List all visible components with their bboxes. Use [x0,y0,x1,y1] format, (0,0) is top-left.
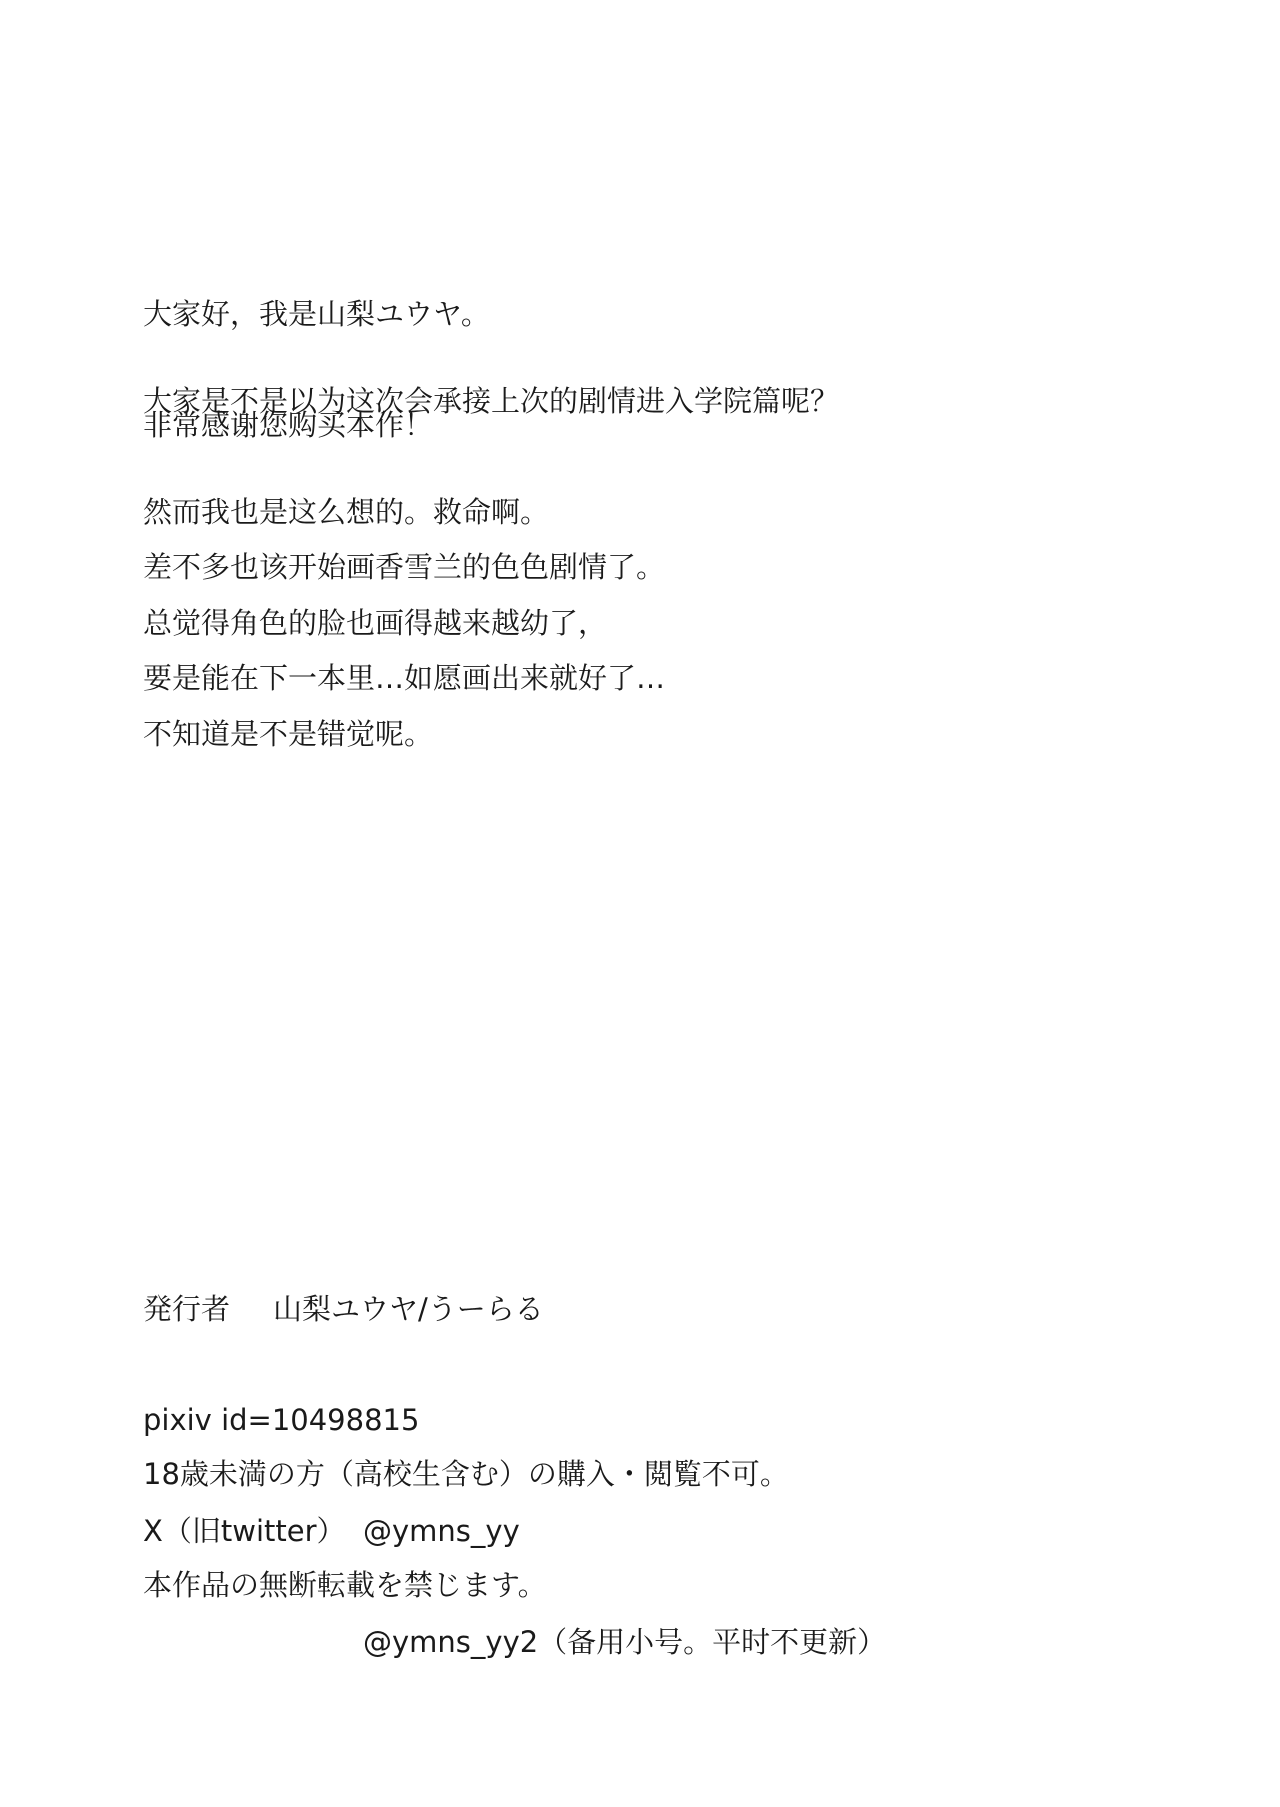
afterword-line: 大家是不是以为这次会承接上次的剧情进入学院篇呢？ [143,384,840,418]
afterword-line: 非常感谢您购买本作！ [143,408,434,442]
x-label: X（旧twitter） [143,1514,346,1548]
x-account-sub: @ymns_yy2（备用小号。平时不更新） [363,1625,887,1659]
x-account-main: @ymns_yy [363,1514,520,1548]
afterword-line: 然而我也是这么想的。救命啊。 [143,495,550,529]
afterword-paragraph-3 [143,475,665,771]
publisher-label: 発行者 [143,1292,231,1326]
afterword-line: 大家好，我是山梨ユウヤ。 [143,297,490,331]
afterword-line: 总觉得角色的脸也画得越来越幼了， [143,606,608,640]
afterword-line: 不知道是不是错觉呢。 [143,717,434,751]
publisher-row [143,1291,886,1328]
publisher-value: 山梨ユウヤ/うーらる [273,1292,544,1326]
afterword-line: 差不多也该开始画香雪兰的色色剧情了。 [143,550,666,584]
age-restriction-notice: 18歳未満の方（高校生含む）の購入・閲覧不可。 [143,1457,789,1491]
legal-notice [143,1382,789,1678]
afterword-line: 要是能在下一本里…如愿画出来就好了… [143,661,666,695]
no-reprint-notice: 本作品の無断転載を禁じます。 [143,1568,547,1602]
pixiv-id: pixiv id=10498815 [143,1403,420,1437]
